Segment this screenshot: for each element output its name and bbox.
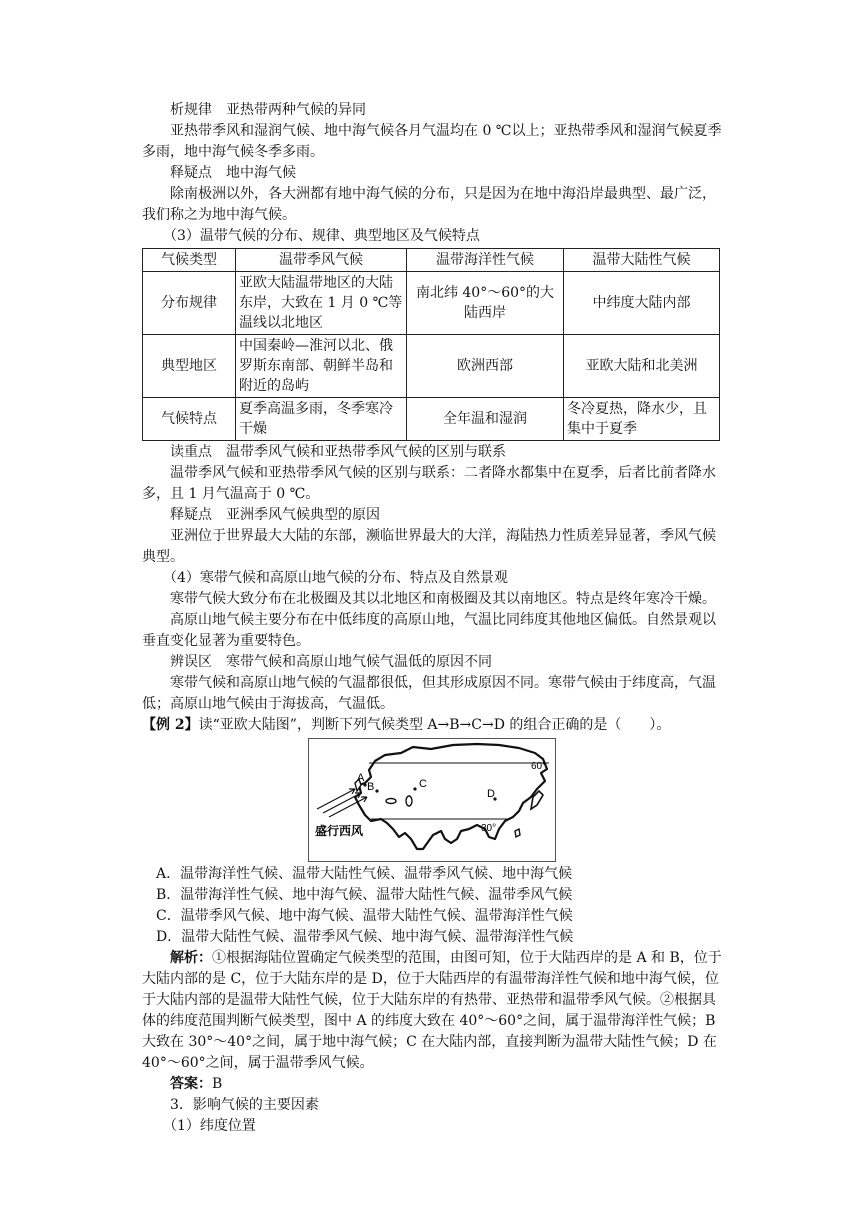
table-cell: 中国秦岭—淮河以北、俄罗斯东南部、朝鲜半岛和附近的岛屿 [236,335,407,398]
misconception-body: 寒带气候和高原山地气候的气温都很低，但其形成原因不同。寒带气候由于纬度高，气温低；高原山地气候由于海拔高，气温低。 [142,675,716,712]
table-cell: 夏季高温多雨，冬季寒冷干燥 [236,398,407,441]
answer-value: B [212,1076,223,1092]
table-header-cell: 温带季风气候 [236,249,407,272]
rule-heading: 析规律 亚热带两种气候的异同 [170,102,366,118]
option-d: D．温带大陆性气候、温带季风气候、地中海气候、温带海洋性气候 [156,929,574,945]
label-b: B [367,781,375,793]
factors-heading: 3．影响气候的主要因素 [170,1097,319,1113]
table-cell: 全年温和湿润 [407,398,564,441]
monsoon-heading: 读重点 温带季风气候和亚热带季风气候的区别与联系 [170,444,506,460]
rule-body: 亚热带季风和湿润气候、地中海气候各月气温均在 0 ℃以上；亚热带季风和湿润气候夏季多雨，地中海气候冬季多雨。 [142,123,722,160]
mediterranean-body: 除南极洲以外，各大洲都有地中海气候的分布，只是因为在地中海沿岸最典型、最广泛，我们称之为地中海气候。 [142,186,716,223]
table-cell: 典型地区 [143,335,236,398]
misconception-heading: 辨误区 寒带气候和高原山地气候气温低的原因不同 [170,654,492,670]
table-cell: 亚欧大陆温带地区的大陆东岸，大致在 1 月 0 ℃等温线以北地区 [236,272,407,335]
analysis-label: 解析： [170,950,212,966]
latitude-subheading: （1）纬度位置 [163,1118,256,1134]
table-row [143,398,720,441]
table-header-cell: 温带海洋性气候 [407,249,564,272]
analysis [142,948,722,1074]
asia-monsoon-heading: 释疑点 亚洲季风气候典型的原因 [170,507,380,523]
table-cell: 南北纬 40°～60°的大陆西岸 [407,272,564,335]
table-header-cell: 气候类型 [143,249,236,272]
highland-body: 高原山地气候主要分布在中低纬度的高原山地，气温比同纬度其他地区偏低。自然景观以垂直变化显著为重要特色。 [142,612,716,649]
point-c [413,787,416,790]
monsoon-body: 温带季风气候和亚热带季风气候的区别与联系：二者降水都集中在夏季，后者比前者降水多，且 1 月气温高于 0 ℃。 [142,465,716,502]
example-question [142,715,722,736]
label-lat-30: 30° [481,823,497,834]
table-cell: 分布规律 [143,272,236,335]
temperate-climate-table [142,248,720,441]
table-row [143,272,720,335]
polar-body: 寒带气候大致分布在北极圈及其以北地区和南极圈及其以南地区。特点是终年寒冷干燥。 [170,591,716,607]
example-tag: 【例 2】 [142,717,199,733]
answer [142,1074,722,1095]
label-d: D [487,788,495,800]
asia-monsoon-body: 亚洲位于世界最大大陆的东部，濒临世界最大的大洋，海陆热力性质差异显著，季风气候典型。 [142,528,716,565]
table-cell: 欧洲西部 [407,335,564,398]
polar-heading: （4）寒带气候和高原山地气候的分布、特点及自然景观 [163,570,508,586]
map-wrap [142,738,722,862]
label-westerlies: 盛行西风 [315,824,364,838]
document-content [142,100,722,1137]
table-header-cell: 温带大陆性气候 [564,249,720,272]
point-b [375,789,378,792]
temperate-heading: （3）温带气候的分布、规律、典型地区及气候特点 [163,228,480,244]
table-cell: 中纬度大陆内部 [564,272,720,335]
taiwan-island [515,829,520,837]
table-header-row [143,249,720,272]
table-cell: 气候特点 [143,398,236,441]
example-question-text: 读“亚欧大陆图”，判断下列气候类型 A→B→C→D 的组合正确的是（ ）。 [198,717,671,733]
answer-label: 答案： [170,1076,212,1092]
table-cell: 冬冷夏热，降水少，且集中于夏季 [564,398,720,441]
mediterranean-heading: 释疑点 地中海气候 [170,165,296,181]
label-lat-60: 60° [531,761,547,772]
label-c: C [419,778,427,790]
label-a: A [357,772,365,784]
eurasia-map [308,738,556,862]
analysis-text: ①根据海陆位置确定气候类型的范围，由图可知，位于大陆西岸的是 A 和 B，位于大陆内部的是 C，位于大陆东岸的是 D，位于大陆西岸的有温带海洋性气候和地中海气候，位于大陆内部的是温带大陆性气候，位于大陆东岸的有热带、亚热带和温带季风气候。②根据具体的纬度范围判断气候类型，图中 A 的纬度大致在 40°～60°之间，属于温带海洋性气候；B 大致在 30°～40°之间，属于地中海气候；C 在大陆内部，直接判断为温带大陆性气候；D 在 40°～60°之间，属于温带季风气候。 [142,950,722,1071]
option-a: A．温带海洋性气候、温带大陆性气候、温带季风气候、地中海气候 [156,866,573,882]
table-cell: 亚欧大陆和北美洲 [564,335,720,398]
option-c: C．温带季风气候、地中海气候、温带大陆性气候、温带海洋性气候 [156,908,573,924]
table-row [143,335,720,398]
option-b: B．温带海洋性气候、地中海气候、温带大陆性气候、温带季风气候 [156,887,573,903]
